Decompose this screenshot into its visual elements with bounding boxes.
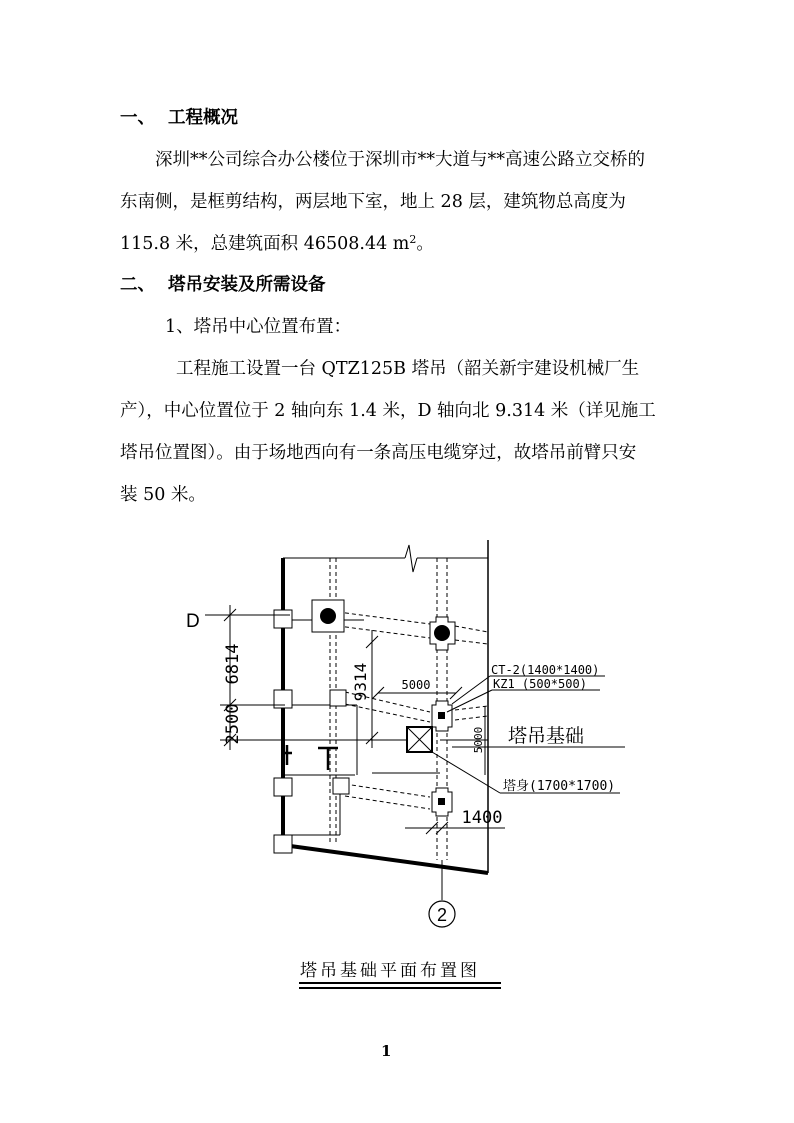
inner-walls <box>276 620 364 835</box>
axis-2-label: 2 <box>436 905 448 925</box>
section2-para-line1: 工程施工设置一台 QTZ125B 塔吊（韶关新宇建设机械厂生 <box>176 359 640 379</box>
section2-sub1: 1、塔吊中心位置布置： <box>165 317 352 337</box>
section1-line3 <box>120 232 434 256</box>
caption-underline-thick <box>299 987 501 989</box>
foundation-label: 塔吊基础 <box>508 725 585 747</box>
dim-6814-label: 6814 <box>223 643 243 685</box>
column-cap-1 <box>312 600 344 632</box>
drawing-caption: 塔吊基础平面布置图 <box>300 961 480 981</box>
superscript-2: 2 <box>409 233 417 246</box>
section1-line2: 东南侧，是框剪结构，两层地下室，地上 28 层，建筑物总高度为 <box>120 192 626 212</box>
section1-line1: 深圳**公司综合办公楼位于深圳市**大道与**高速公路立交桥的 <box>155 150 645 170</box>
section2-para-line3: 塔吊位置图）。由于场地西向有一条高压电缆穿过，故塔吊前臂只安 <box>120 443 637 463</box>
dim-5000-h-label: 5000 <box>401 678 431 692</box>
dim-5000-v-label: 5000 <box>472 726 485 754</box>
section1-title: 工程概况 <box>168 108 238 128</box>
columns <box>274 610 349 853</box>
section2-number: 二、 <box>120 275 155 295</box>
break-line <box>283 545 488 572</box>
caption-underline-thin <box>299 982 501 984</box>
dim-1400-label: 1400 <box>461 808 503 828</box>
tower-crane-foundation-plan <box>150 535 650 935</box>
section2-title: 塔吊安装及所需设备 <box>168 275 326 295</box>
kz1-column-2 <box>432 788 452 816</box>
page-number: 1 <box>381 1042 392 1060</box>
section1-line3-main: 115.8 米，总建筑面积 46508.44 m <box>120 234 410 254</box>
section2-heading <box>120 273 326 297</box>
section1-line3-end: 。 <box>416 234 434 254</box>
column-cap-2 <box>430 617 455 650</box>
kz1-label: KZ1 (500*500) <box>493 677 587 691</box>
dim-2500-label: 2500 <box>223 703 243 745</box>
ct2-label: CT-2(1400*1400) <box>491 663 600 677</box>
tower-body <box>407 727 432 752</box>
section2-para-line2: 产），中心位置位于 2 轴向东 1.4 米，D 轴向北 9.314 米（详见施工 <box>120 401 656 421</box>
axis-d-label: D <box>186 611 200 632</box>
section1-number: 一、 <box>120 108 155 128</box>
tower-body-label: 塔身(1700*1700) <box>503 779 616 794</box>
dim-9314-label: 9314 <box>351 662 370 702</box>
section2-para-line4: 装 50 米。 <box>120 485 206 505</box>
section1-heading <box>120 106 238 130</box>
kz1-column-1 <box>432 701 452 731</box>
